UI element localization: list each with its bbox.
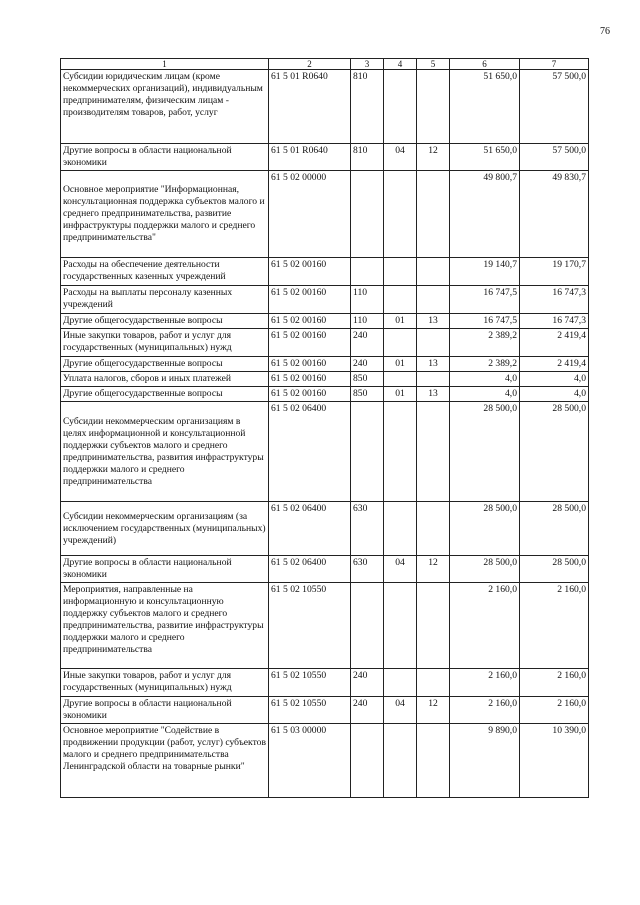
row-name: Иные закупки товаров, работ и услуг для государственных (муниципальных) нужд <box>61 669 269 697</box>
table-row <box>61 502 589 556</box>
row-rz: 01 <box>384 387 417 402</box>
row-code: 61 5 01 R0640 <box>269 144 351 171</box>
table-row <box>61 329 589 357</box>
row-vr: 630 <box>351 502 384 556</box>
row-name: Другие общегосударственные вопросы <box>61 314 269 329</box>
row-code: 61 5 02 06400 <box>269 502 351 556</box>
row-vr <box>351 171 384 258</box>
row-value-6: 4,0 <box>450 372 520 387</box>
row-code: 61 5 03 00000 <box>269 724 351 798</box>
row-value-7: 4,0 <box>520 387 589 402</box>
row-code: 61 5 02 00160 <box>269 387 351 402</box>
row-pr: 12 <box>417 556 450 583</box>
table-row <box>61 402 589 502</box>
row-vr: 810 <box>351 144 384 171</box>
row-rz <box>384 258 417 286</box>
col-header-1: 1 <box>61 59 269 70</box>
col-header-3: 3 <box>351 59 384 70</box>
row-code: 61 5 02 00160 <box>269 314 351 329</box>
row-vr: 810 <box>351 70 384 144</box>
row-code: 61 5 02 06400 <box>269 556 351 583</box>
budget-table <box>60 58 589 798</box>
row-pr <box>417 258 450 286</box>
row-rz <box>384 583 417 669</box>
row-value-6: 28 500,0 <box>450 502 520 556</box>
row-pr <box>417 402 450 502</box>
row-name: Другие общегосударственные вопросы <box>61 357 269 372</box>
row-vr: 850 <box>351 372 384 387</box>
row-name: Другие вопросы в области национальной экономики <box>61 697 269 724</box>
row-value-7: 16 747,3 <box>520 286 589 314</box>
table-row <box>61 171 589 258</box>
row-pr <box>417 583 450 669</box>
row-name: Другие вопросы в области национальной экономики <box>61 144 269 171</box>
row-name: Уплата налогов, сборов и иных платежей <box>61 372 269 387</box>
row-vr: 850 <box>351 387 384 402</box>
row-name: Расходы на обеспечение деятельности государственных казенных учреждений <box>61 258 269 286</box>
row-name: Субсидии некоммерческим организациям в целях информационной и консультационной поддержки субъектов малого и среднего предпринимательства, развития инфраструктуры поддержки малого и среднего предпринимательства <box>61 402 269 502</box>
row-code: 61 5 02 06400 <box>269 402 351 502</box>
row-pr <box>417 669 450 697</box>
row-pr <box>417 329 450 357</box>
row-code: 61 5 02 00160 <box>269 258 351 286</box>
row-name: Субсидии юридическим лицам (кроме некоммерческих организаций), индивидуальным предпринимателям, физическим лицам - производителям товаров, работ, услуг <box>61 70 269 144</box>
row-value-7: 19 170,7 <box>520 258 589 286</box>
row-rz <box>384 286 417 314</box>
row-vr: 240 <box>351 329 384 357</box>
row-pr <box>417 70 450 144</box>
row-value-6: 2 389,2 <box>450 357 520 372</box>
row-rz: 04 <box>384 697 417 724</box>
row-vr <box>351 583 384 669</box>
col-header-4: 4 <box>384 59 417 70</box>
row-pr: 12 <box>417 697 450 724</box>
row-pr: 13 <box>417 387 450 402</box>
row-value-7: 10 390,0 <box>520 724 589 798</box>
row-value-6: 2 160,0 <box>450 669 520 697</box>
table-row <box>61 669 589 697</box>
row-value-6: 51 650,0 <box>450 70 520 144</box>
table-row <box>61 357 589 372</box>
row-pr: 13 <box>417 314 450 329</box>
row-value-7: 28 500,0 <box>520 556 589 583</box>
row-pr <box>417 724 450 798</box>
row-code: 61 5 02 00160 <box>269 286 351 314</box>
row-name: Другие общегосударственные вопросы <box>61 387 269 402</box>
row-rz <box>384 70 417 144</box>
row-pr <box>417 502 450 556</box>
row-rz <box>384 502 417 556</box>
table-row <box>61 144 589 171</box>
row-rz: 04 <box>384 556 417 583</box>
row-value-7: 2 419,4 <box>520 357 589 372</box>
table-row <box>61 314 589 329</box>
row-value-6: 16 747,5 <box>450 314 520 329</box>
row-vr <box>351 402 384 502</box>
table-row <box>61 724 589 798</box>
row-rz <box>384 171 417 258</box>
row-name: Основное мероприятие "Содействие в продвижении продукции (работ, услуг) субъектов малого и среднего предпринимательства Ленинградской области на товарные рынки" <box>61 724 269 798</box>
row-value-7: 57 500,0 <box>520 70 589 144</box>
col-header-5: 5 <box>417 59 450 70</box>
row-value-7: 2 160,0 <box>520 583 589 669</box>
row-value-6: 19 140,7 <box>450 258 520 286</box>
row-code: 61 5 02 00160 <box>269 329 351 357</box>
row-vr: 110 <box>351 314 384 329</box>
col-header-7: 7 <box>520 59 589 70</box>
table-row <box>61 556 589 583</box>
table-row <box>61 258 589 286</box>
row-rz <box>384 372 417 387</box>
row-name: Другие вопросы в области национальной экономики <box>61 556 269 583</box>
row-vr: 240 <box>351 697 384 724</box>
row-value-7: 28 500,0 <box>520 402 589 502</box>
row-value-7: 49 830,7 <box>520 171 589 258</box>
row-value-7: 28 500,0 <box>520 502 589 556</box>
row-vr: 240 <box>351 357 384 372</box>
row-value-7: 2 160,0 <box>520 697 589 724</box>
row-value-6: 2 160,0 <box>450 583 520 669</box>
row-code: 61 5 01 R0640 <box>269 70 351 144</box>
col-header-2: 2 <box>269 59 351 70</box>
row-pr <box>417 372 450 387</box>
row-value-6: 2 160,0 <box>450 697 520 724</box>
table-row <box>61 70 589 144</box>
row-rz <box>384 329 417 357</box>
row-pr: 12 <box>417 144 450 171</box>
table-row <box>61 697 589 724</box>
row-value-7: 4,0 <box>520 372 589 387</box>
row-value-7: 2 160,0 <box>520 669 589 697</box>
row-value-6: 16 747,5 <box>450 286 520 314</box>
row-code: 61 5 02 10550 <box>269 697 351 724</box>
row-vr: 630 <box>351 556 384 583</box>
row-rz <box>384 402 417 502</box>
row-vr <box>351 724 384 798</box>
table-row <box>61 286 589 314</box>
row-value-7: 2 419,4 <box>520 329 589 357</box>
row-code: 61 5 02 00160 <box>269 372 351 387</box>
row-vr: 240 <box>351 669 384 697</box>
table-row <box>61 372 589 387</box>
row-value-6: 28 500,0 <box>450 556 520 583</box>
row-value-6: 28 500,0 <box>450 402 520 502</box>
row-rz: 01 <box>384 314 417 329</box>
row-code: 61 5 02 00160 <box>269 357 351 372</box>
row-rz <box>384 724 417 798</box>
row-rz <box>384 669 417 697</box>
row-rz: 04 <box>384 144 417 171</box>
row-code: 61 5 02 10550 <box>269 669 351 697</box>
row-value-6: 51 650,0 <box>450 144 520 171</box>
row-name: Иные закупки товаров, работ и услуг для государственных (муниципальных) нужд <box>61 329 269 357</box>
table-row <box>61 583 589 669</box>
row-value-6: 4,0 <box>450 387 520 402</box>
page-number: 76 <box>600 26 610 37</box>
row-value-6: 49 800,7 <box>450 171 520 258</box>
table-row <box>61 387 589 402</box>
row-pr <box>417 171 450 258</box>
row-value-6: 9 890,0 <box>450 724 520 798</box>
row-code: 61 5 02 10550 <box>269 583 351 669</box>
row-value-6: 2 389,2 <box>450 329 520 357</box>
row-pr: 13 <box>417 357 450 372</box>
col-header-6: 6 <box>450 59 520 70</box>
row-code: 61 5 02 00000 <box>269 171 351 258</box>
row-vr: 110 <box>351 286 384 314</box>
row-pr <box>417 286 450 314</box>
row-name: Расходы на выплаты персоналу казенных учреждений <box>61 286 269 314</box>
row-name: Субсидии некоммерческим организациям (за исключением государственных (муниципальных) учреждений) <box>61 502 269 556</box>
row-name: Основное мероприятие "Информационная, консультационная поддержка субъектов малого и среднего предпринимательства, развитие инфраструктуры поддержки малого и среднего предпринимательства" <box>61 171 269 258</box>
header-row <box>61 59 589 70</box>
row-rz: 01 <box>384 357 417 372</box>
row-vr <box>351 258 384 286</box>
row-value-7: 16 747,3 <box>520 314 589 329</box>
row-name: Мероприятия, направленные на информационную и консультационную поддержку субъектов малого и среднего предпринимательства, развитие инфраструктуры поддержки малого и среднего предпринимательства <box>61 583 269 669</box>
row-value-7: 57 500,0 <box>520 144 589 171</box>
